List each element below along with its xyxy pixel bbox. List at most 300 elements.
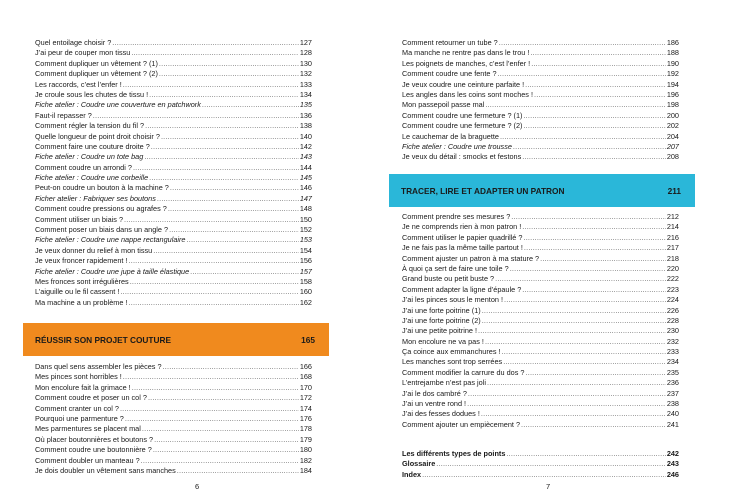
toc-leader-dots	[131, 48, 298, 58]
toc-entry-title: Comment ajouter un empiècement ?	[402, 419, 521, 429]
toc-leader-dots	[510, 264, 666, 274]
toc-entry-page: 147	[299, 193, 312, 203]
toc-entry	[402, 389, 679, 399]
toc-leader-dots	[523, 111, 665, 121]
toc-entry-page: 204	[666, 131, 679, 141]
toc-entry	[402, 59, 679, 69]
toc-entry	[402, 357, 679, 367]
toc-entry-page: 223	[666, 284, 679, 294]
toc-entry-title: Comment coudre une fente ?	[402, 69, 497, 79]
toc-entry	[35, 173, 312, 183]
toc-entry-title: Comment modifier la carrure du dos ?	[402, 367, 525, 377]
toc-leader-dots	[202, 100, 299, 110]
toc-entry-title: Comment poser un biais dans un angle ?	[35, 225, 169, 235]
toc-entry-title: Mes pinces sont horribles !	[35, 372, 122, 382]
toc-entry-title: Quelle longueur de point droit choisir ?	[35, 131, 160, 141]
toc-entry-page: 233	[666, 347, 679, 357]
toc-entry	[402, 212, 679, 222]
section-page: 165	[301, 334, 315, 345]
toc-entry-title: J’ai le dos cambré ?	[402, 388, 467, 398]
toc-entry-title: J’ai un ventre rond !	[402, 399, 467, 409]
toc-entry-title: Comment dupliquer un vêtement ? (2)	[35, 69, 158, 79]
toc-entry	[402, 378, 679, 388]
toc-entry-page: 134	[299, 89, 312, 99]
toc-entry	[402, 69, 679, 79]
toc-leader-dots	[125, 414, 299, 424]
toc-list-left-bottom	[35, 362, 312, 476]
toc-entry-title: Comment faire une couture droite ?	[35, 141, 150, 151]
toc-entry-page: 180	[299, 445, 312, 455]
toc-entry-page: 214	[666, 222, 679, 232]
toc-entry-title: Je croule sous les chutes de tissu !	[35, 89, 149, 99]
toc-entry	[35, 194, 312, 204]
toc-entry	[35, 298, 312, 308]
toc-leader-dots	[187, 235, 299, 245]
toc-leader-dots	[93, 111, 299, 121]
toc-entry-page: 216	[666, 232, 679, 242]
toc-leader-dots	[522, 152, 666, 162]
toc-entry	[35, 69, 312, 79]
toc-entry	[35, 163, 312, 173]
section-page: 211	[667, 185, 681, 196]
toc-entry-page: 168	[299, 372, 312, 382]
toc-entry-page: 218	[666, 253, 679, 263]
toc-entry	[402, 399, 679, 409]
toc-entry-title: Fiche atelier : Coudre une jupe à taille élastique	[35, 266, 190, 276]
toc-entry-page: 132	[299, 69, 312, 79]
toc-entry	[402, 368, 679, 378]
toc-leader-dots	[123, 80, 299, 90]
section-title: TRACER, LIRE ET ADAPTER UN PATRON	[401, 185, 565, 196]
toc-entry-title: Fiche atelier : Coudre un tote bag	[35, 152, 144, 162]
toc-entry-page: 194	[666, 79, 679, 89]
toc-leader-dots	[153, 246, 299, 256]
toc-entry-title: Dans quel sens assembler les pièces ?	[35, 362, 162, 371]
toc-entry-page: 157	[299, 266, 312, 276]
toc-entry-page: 246	[666, 469, 679, 479]
toc-entry-page: 202	[666, 121, 679, 131]
toc-entry	[402, 347, 679, 357]
toc-entry-title: Glossaire	[402, 459, 436, 469]
toc-entry-title: Index	[402, 469, 422, 479]
toc-leader-dots	[163, 362, 299, 372]
toc-entry-page: 222	[666, 274, 679, 284]
toc-entry-title: Comment coudre un arrondi ?	[35, 162, 132, 172]
toc-entry-title: Fiche atelier : Coudre une couverture en patchwork	[35, 100, 201, 110]
toc-leader-dots	[503, 357, 666, 367]
left-page	[0, 0, 365, 500]
toc-entry-title: Comment cranter un col ?	[35, 403, 119, 413]
toc-leader-dots	[506, 449, 665, 459]
toc-entry-title: Mon passepoil passe mal	[402, 100, 485, 110]
toc-entry	[35, 152, 312, 162]
toc-entry-title: Comment coudre une fermeture ? (2)	[402, 121, 523, 131]
toc-entry-page: 143	[299, 152, 312, 162]
toc-leader-dots	[133, 163, 299, 173]
toc-entry	[35, 80, 312, 90]
toc-entry-page: 166	[299, 362, 312, 371]
toc-entry	[402, 111, 679, 121]
toc-entry-title: Les poignets de manches, c’est l’enfer !	[402, 58, 531, 68]
toc-leader-dots	[120, 287, 298, 297]
toc-entry-title: Grand buste ou petit buste ?	[402, 274, 495, 284]
toc-entry-page: 188	[666, 48, 679, 58]
toc-entry	[402, 132, 679, 142]
toc-leader-dots	[523, 233, 665, 243]
toc-leader-dots	[499, 38, 666, 48]
toc-entry-title: J’ai une forte poitrine (1)	[402, 305, 481, 315]
toc-entry-page: 242	[666, 449, 679, 458]
toc-leader-dots	[513, 142, 666, 152]
toc-entry-title: Je veux du détail : smocks et festons	[402, 152, 522, 162]
toc-entry	[35, 466, 312, 476]
toc-entry	[402, 326, 679, 336]
section-header-tracer	[389, 174, 695, 207]
toc-entry-title: Faut-il repasser ?	[35, 110, 92, 120]
toc-leader-dots	[485, 337, 666, 347]
toc-entry-page: 162	[299, 297, 312, 307]
toc-leader-dots	[467, 399, 666, 409]
toc-entry-title: Mes parmentures se placent mal	[35, 424, 141, 434]
toc-entry-page: 127	[299, 38, 312, 47]
toc-entry-title: Mon encolure ne va pas !	[402, 336, 484, 346]
toc-leader-dots	[144, 152, 299, 162]
toc-list-right-bottom	[402, 212, 679, 430]
toc-leader-dots	[500, 132, 666, 142]
toc-entry-page: 140	[299, 131, 312, 141]
toc-entry-title: Comment adapter la ligne d’épaule ?	[402, 284, 522, 294]
toc-entry-page: 217	[666, 243, 679, 253]
toc-entry-page: 146	[299, 183, 312, 193]
toc-leader-dots	[154, 435, 299, 445]
toc-entry-title: Ma machine a un problème !	[35, 297, 128, 307]
toc-entry	[35, 277, 312, 287]
toc-leader-dots	[468, 389, 666, 399]
toc-entry	[402, 274, 679, 284]
toc-leader-dots	[168, 204, 299, 214]
toc-entry-title: Quel entoilage choisir ?	[35, 38, 112, 47]
toc-entry-page: 174	[299, 403, 312, 413]
toc-entry	[35, 204, 312, 214]
toc-entry-title: Peut-on coudre un bouton à la machine ?	[35, 183, 169, 193]
toc-entry-title: Je veux coudre une ceinture parfaite !	[402, 79, 525, 89]
toc-entry	[402, 337, 679, 347]
toc-leader-dots	[521, 420, 666, 430]
toc-entry-page: 232	[666, 336, 679, 346]
toc-entry	[35, 142, 312, 152]
toc-leader-dots	[422, 470, 666, 480]
toc-leader-dots	[123, 372, 299, 382]
toc-leader-dots	[112, 38, 299, 48]
toc-entry-title: J’ai une forte poitrine (2)	[402, 315, 481, 325]
toc-leader-dots	[522, 285, 666, 295]
toc-leader-dots	[120, 404, 299, 414]
toc-entry-page: 241	[666, 419, 679, 429]
toc-entry-page: 186	[666, 38, 679, 47]
toc-leader-dots	[128, 256, 298, 266]
toc-entry-page: 230	[666, 326, 679, 336]
toc-leader-dots	[149, 90, 299, 100]
toc-leader-dots	[159, 69, 299, 79]
toc-leader-dots	[531, 59, 666, 69]
toc-entry	[35, 90, 312, 100]
toc-entry-title: Comment dupliquer un vêtement ? (1)	[35, 58, 158, 68]
toc-entry-page: 220	[666, 263, 679, 273]
toc-entry-title: Les angles dans les coins sont moches !	[402, 89, 534, 99]
toc-entry-page: 234	[666, 357, 679, 367]
toc-entry	[402, 48, 679, 58]
toc-leader-dots	[481, 409, 666, 419]
toc-entry	[35, 404, 312, 414]
toc-entry-title: Je veux froncer rapidement !	[35, 256, 128, 266]
toc-entry-title: Comment coudre une boutonnière ?	[35, 445, 152, 455]
toc-entry-page: 184	[299, 465, 312, 475]
toc-entry	[35, 48, 312, 58]
toc-entry-page: 128	[299, 48, 312, 58]
toc-entry-title: J’ai peur de couper mon tissu	[35, 48, 131, 58]
toc-leader-dots	[177, 466, 299, 476]
toc-entry-title: J’ai les pinces sous le menton !	[402, 295, 503, 305]
toc-leader-dots	[153, 445, 299, 455]
toc-entry-title: Comment ajuster un patron à ma stature ?	[402, 253, 540, 263]
toc-entry-title: Comment doubler un manteau ?	[35, 455, 140, 465]
toc-entry-title: Comment utiliser le papier quadrillé ?	[402, 232, 523, 242]
toc-entry-page: 135	[299, 100, 312, 110]
toc-leader-dots	[504, 295, 666, 305]
toc-list-right-top	[402, 38, 679, 163]
toc-entry-title: Les manches sont trop serrées	[402, 357, 503, 367]
toc-entry	[402, 295, 679, 305]
toc-entry-title: Je veux donner du relief à mon tissu	[35, 245, 153, 255]
toc-leader-dots	[142, 424, 299, 434]
toc-list-left-top	[35, 38, 312, 308]
toc-entry	[35, 372, 312, 382]
toc-entry	[402, 285, 679, 295]
toc-list-right-appendix	[402, 449, 679, 480]
toc-entry-title: Les différents types de points	[402, 449, 506, 458]
toc-entry-title: Fiche atelier : Coudre une nappe rectangulaire	[35, 235, 186, 245]
folio-left: 6	[195, 482, 200, 491]
section-header-reussir	[23, 323, 329, 356]
toc-entry-page: 178	[299, 424, 312, 434]
toc-entry-page: 200	[666, 110, 679, 120]
toc-leader-dots	[190, 267, 299, 277]
toc-entry-page: 228	[666, 315, 679, 325]
toc-leader-dots	[159, 59, 299, 69]
toc-entry	[35, 183, 312, 193]
toc-entry-page: 158	[299, 276, 312, 286]
toc-leader-dots	[157, 194, 299, 204]
toc-entry-page: 179	[299, 434, 312, 444]
toc-leader-dots	[523, 121, 665, 131]
toc-entry-title: Comment coudre une fermeture ? (1)	[402, 110, 523, 120]
toc-entry	[35, 59, 312, 69]
toc-entry	[402, 233, 679, 243]
toc-leader-dots	[487, 378, 666, 388]
toc-entry	[35, 225, 312, 235]
toc-leader-dots	[522, 222, 666, 232]
toc-entry	[35, 424, 312, 434]
toc-entry	[402, 100, 679, 110]
toc-leader-dots	[130, 277, 299, 287]
toc-entry	[35, 132, 312, 142]
toc-entry-page: 176	[299, 413, 312, 423]
toc-entry	[402, 222, 679, 232]
toc-entry-title: Comment utiliser un biais ?	[35, 214, 124, 224]
toc-entry	[35, 121, 312, 131]
toc-leader-dots	[502, 347, 666, 357]
toc-leader-dots	[534, 90, 666, 100]
toc-leader-dots	[485, 100, 665, 110]
toc-leader-dots	[525, 368, 665, 378]
toc-entry-title: Je ne comprends rien à mon patron !	[402, 222, 522, 232]
toc-entry-page: 152	[299, 225, 312, 235]
toc-entry	[35, 235, 312, 245]
toc-entry-page: 224	[666, 295, 679, 305]
toc-entry-title: J’ai une petite poitrine !	[402, 326, 478, 336]
toc-entry-title: Mon encolure fait la grimace !	[35, 382, 131, 392]
toc-entry-title: Comment prendre ses mesures ?	[402, 212, 511, 221]
toc-leader-dots	[149, 173, 299, 183]
toc-entry-page: 142	[299, 141, 312, 151]
toc-leader-dots	[124, 215, 299, 225]
toc-entry-page: 153	[299, 235, 312, 245]
toc-leader-dots	[530, 48, 665, 58]
toc-leader-dots	[145, 121, 299, 131]
toc-entry-page: 160	[299, 287, 312, 297]
toc-leader-dots	[169, 225, 299, 235]
toc-entry-title: Comment coudre et poser un col ?	[35, 393, 147, 403]
toc-entry-title: Le cauchemar de la braguette	[402, 131, 499, 141]
toc-entry-page: 182	[299, 455, 312, 465]
toc-entry	[35, 267, 312, 277]
toc-entry-title: Je dois doubler un vêtement sans manches	[35, 465, 176, 475]
toc-entry-title: J’ai des fesses dodues !	[402, 409, 480, 419]
toc-entry-page: 133	[299, 79, 312, 89]
toc-entry-page: 190	[666, 58, 679, 68]
toc-entry-page: 243	[666, 459, 679, 469]
toc-leader-dots	[170, 183, 299, 193]
toc-entry	[402, 316, 679, 326]
toc-leader-dots	[482, 316, 666, 326]
toc-entry-page: 150	[299, 214, 312, 224]
toc-entry	[35, 111, 312, 121]
toc-entry-page: 240	[666, 409, 679, 419]
toc-entry	[35, 456, 312, 466]
toc-entry-page: 237	[666, 388, 679, 398]
toc-entry	[35, 383, 312, 393]
toc-leader-dots	[132, 383, 299, 393]
toc-entry-page: 192	[666, 69, 679, 79]
toc-entry-title: Ma manche ne rentre pas dans le trou !	[402, 48, 530, 58]
toc-entry-page: 196	[666, 89, 679, 99]
right-page	[366, 0, 731, 500]
toc-leader-dots	[478, 326, 666, 336]
toc-entry	[402, 264, 679, 274]
toc-entry-title: Où placer boutonnières et boutons ?	[35, 434, 154, 444]
toc-entry	[402, 420, 679, 430]
toc-leader-dots	[128, 298, 298, 308]
toc-leader-dots	[436, 459, 666, 469]
toc-entry-title: Ficher atelier : Fabriquer ses boutons	[35, 193, 156, 203]
toc-entry-page: 136	[299, 110, 312, 120]
toc-leader-dots	[161, 132, 299, 142]
toc-leader-dots	[148, 393, 299, 403]
toc-entry	[402, 254, 679, 264]
toc-leader-dots	[511, 212, 666, 222]
toc-entry-page: 130	[299, 58, 312, 68]
toc-entry	[402, 80, 679, 90]
toc-entry-title: À quoi ça sert de faire une toile ?	[402, 263, 509, 273]
toc-entry	[35, 38, 312, 48]
toc-entry-title: Je ne fais pas la même taille partout !	[402, 243, 523, 253]
toc-entry	[402, 243, 679, 253]
toc-entry	[402, 90, 679, 100]
toc-entry-page: 156	[299, 256, 312, 266]
toc-entry	[402, 459, 679, 469]
toc-entry	[35, 362, 312, 372]
toc-entry	[402, 470, 679, 480]
toc-entry-page: 138	[299, 121, 312, 131]
toc-entry	[35, 287, 312, 297]
toc-entry-title: Les raccords, c’est l’enfer !	[35, 79, 122, 89]
toc-entry	[35, 246, 312, 256]
section-title: RÉUSSIR SON PROJET COUTURE	[35, 334, 171, 345]
toc-entry-title: Comment coudre pressions ou agrafes ?	[35, 204, 167, 214]
toc-entry-page: 170	[299, 382, 312, 392]
toc-entry	[402, 449, 679, 459]
toc-entry	[35, 435, 312, 445]
toc-leader-dots	[495, 274, 666, 284]
toc-entry	[35, 215, 312, 225]
toc-entry-page: 226	[666, 305, 679, 315]
toc-entry-title: Comment retourner un tube ?	[402, 38, 498, 47]
toc-entry	[35, 256, 312, 266]
toc-entry	[35, 445, 312, 455]
toc-leader-dots	[540, 254, 666, 264]
toc-entry-title: Comment régler la tension du fil ?	[35, 121, 145, 131]
folio-right: 7	[546, 482, 551, 491]
toc-leader-dots	[151, 142, 299, 152]
toc-entry	[35, 393, 312, 403]
toc-entry-page: 145	[299, 173, 312, 183]
toc-entry-page: 207	[666, 141, 679, 151]
toc-entry-page: 172	[299, 393, 312, 403]
toc-entry-page: 212	[666, 212, 679, 221]
toc-entry	[402, 142, 679, 152]
toc-entry	[402, 409, 679, 419]
toc-entry-page: 235	[666, 367, 679, 377]
toc-entry	[402, 121, 679, 131]
toc-entry	[35, 100, 312, 110]
toc-entry-title: Fiche atelier : Coudre une corbeille	[35, 173, 149, 183]
toc-leader-dots	[498, 69, 666, 79]
toc-entry-page: 236	[666, 378, 679, 388]
toc-entry-page: 238	[666, 399, 679, 409]
toc-entry-page: 148	[299, 204, 312, 214]
toc-entry-title: Fiche atelier : Coudre une trousse	[402, 141, 512, 151]
toc-entry-title: Mes fronces sont irrégulières	[35, 276, 129, 286]
toc-entry-page: 198	[666, 100, 679, 110]
toc-entry	[402, 152, 679, 162]
toc-entry-title: L’entrejambe n’est pas joli	[402, 378, 486, 388]
toc-leader-dots	[482, 306, 666, 316]
toc-entry	[35, 414, 312, 424]
toc-entry-title: Ça coince aux emmanchures !	[402, 347, 501, 357]
toc-entry	[402, 306, 679, 316]
toc-entry-title: Pourquoi une parmenture ?	[35, 413, 124, 423]
toc-entry-page: 144	[299, 162, 312, 172]
